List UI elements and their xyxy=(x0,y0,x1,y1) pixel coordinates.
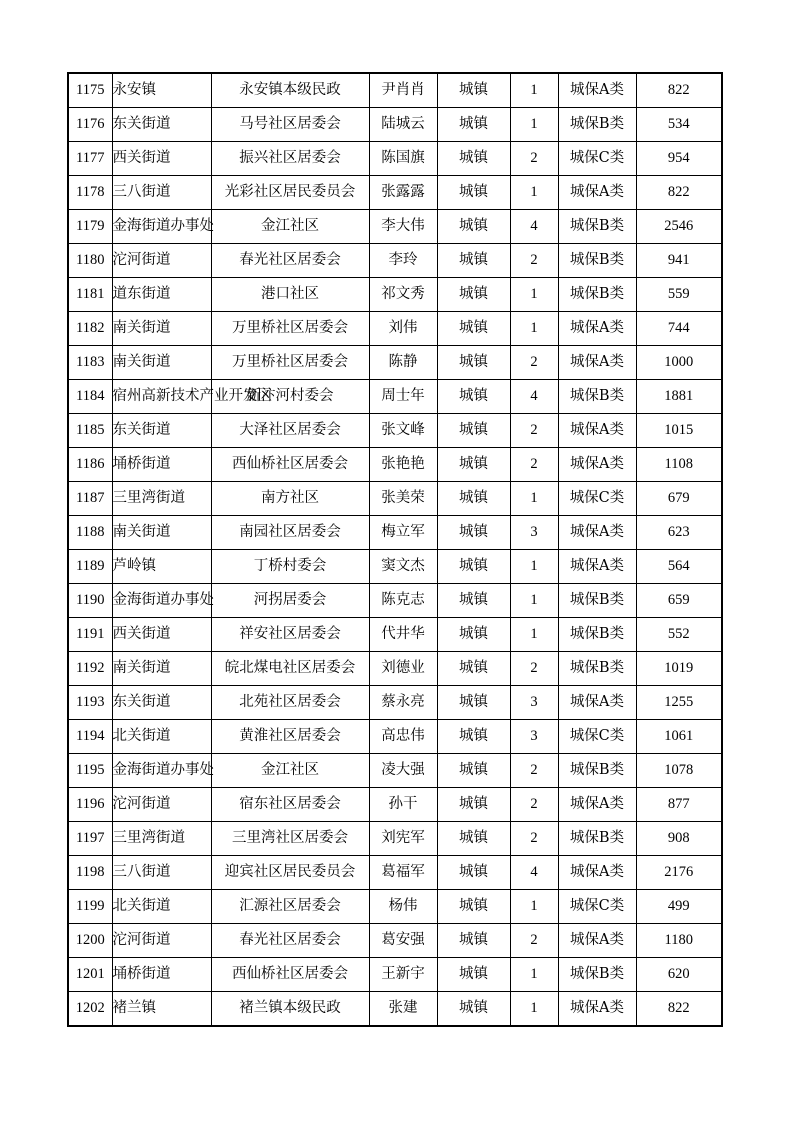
table-row xyxy=(68,720,722,754)
community-cell: 迎宾社区居民委员会 xyxy=(211,856,369,890)
amount-cell: 954 xyxy=(636,142,722,176)
recipient-name-cell: 王新宇 xyxy=(369,958,437,992)
community-cell: 永安镇本级民政 xyxy=(211,73,369,108)
community-cell: 马号社区居委会 xyxy=(211,108,369,142)
row-number-cell: 1184 xyxy=(68,380,112,414)
row-number-cell: 1180 xyxy=(68,244,112,278)
amount-cell: 1078 xyxy=(636,754,722,788)
assistance-category-cell: 城保A类 xyxy=(558,448,636,482)
row-number-cell: 1199 xyxy=(68,890,112,924)
township-cell: 西关街道 xyxy=(112,618,211,652)
assistance-category-cell: 城保B类 xyxy=(558,958,636,992)
assistance-category-cell: 城保B类 xyxy=(558,584,636,618)
community-cell: 万里桥社区居委会 xyxy=(211,312,369,346)
table-row xyxy=(68,890,722,924)
row-number-cell: 1175 xyxy=(68,73,112,108)
row-number-cell: 1194 xyxy=(68,720,112,754)
area-type-cell: 城镇 xyxy=(437,142,510,176)
township-cell: 北关街道 xyxy=(112,720,211,754)
area-type-cell: 城镇 xyxy=(437,890,510,924)
community-cell: 西仙桥社区居委会 xyxy=(211,448,369,482)
row-number-cell: 1178 xyxy=(68,176,112,210)
recipient-name-cell: 祁文秀 xyxy=(369,278,437,312)
area-type-cell: 城镇 xyxy=(437,482,510,516)
community-cell: 振兴社区居委会 xyxy=(211,142,369,176)
household-count-cell: 2 xyxy=(510,142,558,176)
community-cell: 三里湾社区居委会 xyxy=(211,822,369,856)
township-cell: 三里湾街道 xyxy=(112,822,211,856)
recipient-name-cell: 张艳艳 xyxy=(369,448,437,482)
community-cell: 大泽社区居委会 xyxy=(211,414,369,448)
township-cell: 三里湾街道 xyxy=(112,482,211,516)
community-cell: 南园社区居委会 xyxy=(211,516,369,550)
amount-cell: 564 xyxy=(636,550,722,584)
table-row xyxy=(68,73,722,108)
amount-cell: 1015 xyxy=(636,414,722,448)
table-row xyxy=(68,686,722,720)
table-row xyxy=(68,822,722,856)
township-cell: 南关街道 xyxy=(112,346,211,380)
table-row xyxy=(68,992,722,1027)
row-number-cell: 1190 xyxy=(68,584,112,618)
household-count-cell: 2 xyxy=(510,822,558,856)
table-row xyxy=(68,958,722,992)
area-type-cell: 城镇 xyxy=(437,448,510,482)
amount-cell: 822 xyxy=(636,176,722,210)
assistance-category-cell: 城保A类 xyxy=(558,550,636,584)
recipient-name-cell: 梅立军 xyxy=(369,516,437,550)
recipient-name-cell: 陈静 xyxy=(369,346,437,380)
area-type-cell: 城镇 xyxy=(437,380,510,414)
row-number-cell: 1186 xyxy=(68,448,112,482)
recipient-name-cell: 代井华 xyxy=(369,618,437,652)
amount-cell: 1108 xyxy=(636,448,722,482)
table-row xyxy=(68,142,722,176)
township-cell: 沱河街道 xyxy=(112,244,211,278)
amount-cell: 499 xyxy=(636,890,722,924)
community-cell: 河拐居委会 xyxy=(211,584,369,618)
community-cell: 黄淮社区居委会 xyxy=(211,720,369,754)
recipient-name-cell: 葛福军 xyxy=(369,856,437,890)
household-count-cell: 1 xyxy=(510,176,558,210)
area-type-cell: 城镇 xyxy=(437,176,510,210)
household-count-cell: 2 xyxy=(510,414,558,448)
community-cell: 港口社区 xyxy=(211,278,369,312)
amount-cell: 744 xyxy=(636,312,722,346)
area-type-cell: 城镇 xyxy=(437,788,510,822)
amount-cell: 552 xyxy=(636,618,722,652)
township-cell: 埇桥街道 xyxy=(112,448,211,482)
household-count-cell: 1 xyxy=(510,312,558,346)
recipient-name-cell: 张建 xyxy=(369,992,437,1027)
table-row xyxy=(68,924,722,958)
community-cell: 宿东社区居委会 xyxy=(211,788,369,822)
recipient-name-cell: 李大伟 xyxy=(369,210,437,244)
area-type-cell: 城镇 xyxy=(437,550,510,584)
row-number-cell: 1177 xyxy=(68,142,112,176)
area-type-cell: 城镇 xyxy=(437,414,510,448)
township-cell: 沱河街道 xyxy=(112,924,211,958)
community-cell: 祥安社区居委会 xyxy=(211,618,369,652)
amount-cell: 620 xyxy=(636,958,722,992)
township-cell: 埇桥街道 xyxy=(112,958,211,992)
relief-roster-table xyxy=(67,72,723,1027)
township-cell: 金海街道办事处 xyxy=(112,584,211,618)
table-row xyxy=(68,176,722,210)
amount-cell: 559 xyxy=(636,278,722,312)
row-number-cell: 1188 xyxy=(68,516,112,550)
table-row xyxy=(68,108,722,142)
row-number-cell: 1179 xyxy=(68,210,112,244)
amount-cell: 534 xyxy=(636,108,722,142)
area-type-cell: 城镇 xyxy=(437,516,510,550)
household-count-cell: 2 xyxy=(510,754,558,788)
household-count-cell: 4 xyxy=(510,210,558,244)
area-type-cell: 城镇 xyxy=(437,244,510,278)
community-cell: 褚兰镇本级民政 xyxy=(211,992,369,1027)
area-type-cell: 城镇 xyxy=(437,278,510,312)
assistance-category-cell: 城保B类 xyxy=(558,278,636,312)
amount-cell: 623 xyxy=(636,516,722,550)
township-cell: 东关街道 xyxy=(112,108,211,142)
assistance-category-cell: 城保C类 xyxy=(558,142,636,176)
area-type-cell: 城镇 xyxy=(437,992,510,1027)
amount-cell: 1019 xyxy=(636,652,722,686)
assistance-category-cell: 城保A类 xyxy=(558,788,636,822)
recipient-name-cell: 孙干 xyxy=(369,788,437,822)
row-number-cell: 1176 xyxy=(68,108,112,142)
assistance-category-cell: 城保A类 xyxy=(558,346,636,380)
row-number-cell: 1182 xyxy=(68,312,112,346)
assistance-category-cell: 城保B类 xyxy=(558,244,636,278)
row-number-cell: 1191 xyxy=(68,618,112,652)
household-count-cell: 2 xyxy=(510,788,558,822)
amount-cell: 2176 xyxy=(636,856,722,890)
recipient-name-cell: 高忠伟 xyxy=(369,720,437,754)
household-count-cell: 1 xyxy=(510,584,558,618)
community-cell: 春光社区居委会 xyxy=(211,924,369,958)
household-count-cell: 2 xyxy=(510,346,558,380)
row-number-cell: 1197 xyxy=(68,822,112,856)
amount-cell: 877 xyxy=(636,788,722,822)
area-type-cell: 城镇 xyxy=(437,924,510,958)
household-count-cell: 2 xyxy=(510,924,558,958)
household-count-cell: 1 xyxy=(510,550,558,584)
assistance-category-cell: 城保A类 xyxy=(558,414,636,448)
assistance-category-cell: 城保C类 xyxy=(558,720,636,754)
table-body xyxy=(68,73,722,1026)
assistance-category-cell: 城保B类 xyxy=(558,210,636,244)
township-cell: 三八街道 xyxy=(112,176,211,210)
household-count-cell: 3 xyxy=(510,720,558,754)
township-cell: 沱河街道 xyxy=(112,788,211,822)
assistance-category-cell: 城保B类 xyxy=(558,108,636,142)
community-cell: 春光社区居委会 xyxy=(211,244,369,278)
table-row xyxy=(68,380,722,414)
table-row xyxy=(68,210,722,244)
recipient-name-cell: 刘德业 xyxy=(369,652,437,686)
amount-cell: 679 xyxy=(636,482,722,516)
row-number-cell: 1183 xyxy=(68,346,112,380)
amount-cell: 941 xyxy=(636,244,722,278)
township-cell: 南关街道 xyxy=(112,312,211,346)
table-row xyxy=(68,482,722,516)
community-cell: 皖北煤电社区居委会 xyxy=(211,652,369,686)
household-count-cell: 1 xyxy=(510,108,558,142)
recipient-name-cell: 蔡永亮 xyxy=(369,686,437,720)
recipient-name-cell: 陈克志 xyxy=(369,584,437,618)
township-cell: 金海街道办事处 xyxy=(112,754,211,788)
household-count-cell: 1 xyxy=(510,958,558,992)
recipient-name-cell: 张美荣 xyxy=(369,482,437,516)
table-row xyxy=(68,584,722,618)
household-count-cell: 4 xyxy=(510,380,558,414)
row-number-cell: 1200 xyxy=(68,924,112,958)
township-cell: 金海街道办事处 xyxy=(112,210,211,244)
household-count-cell: 3 xyxy=(510,686,558,720)
assistance-category-cell: 城保B类 xyxy=(558,754,636,788)
assistance-category-cell: 城保A类 xyxy=(558,924,636,958)
recipient-name-cell: 陈国旗 xyxy=(369,142,437,176)
table-row xyxy=(68,856,722,890)
household-count-cell: 1 xyxy=(510,992,558,1027)
township-cell: 永安镇 xyxy=(112,73,211,108)
amount-cell: 659 xyxy=(636,584,722,618)
amount-cell: 1000 xyxy=(636,346,722,380)
table-row xyxy=(68,618,722,652)
assistance-category-cell: 城保B类 xyxy=(558,380,636,414)
row-number-cell: 1202 xyxy=(68,992,112,1027)
row-number-cell: 1185 xyxy=(68,414,112,448)
area-type-cell: 城镇 xyxy=(437,73,510,108)
table-row xyxy=(68,312,722,346)
area-type-cell: 城镇 xyxy=(437,312,510,346)
recipient-name-cell: 张文峰 xyxy=(369,414,437,448)
assistance-category-cell: 城保A类 xyxy=(558,856,636,890)
township-cell: 南关街道 xyxy=(112,652,211,686)
community-cell: 西仙桥社区居委会 xyxy=(211,958,369,992)
recipient-name-cell: 凌大强 xyxy=(369,754,437,788)
assistance-category-cell: 城保A类 xyxy=(558,992,636,1027)
amount-cell: 2546 xyxy=(636,210,722,244)
amount-cell: 1061 xyxy=(636,720,722,754)
amount-cell: 822 xyxy=(636,992,722,1027)
household-count-cell: 2 xyxy=(510,448,558,482)
area-type-cell: 城镇 xyxy=(437,754,510,788)
table-row xyxy=(68,448,722,482)
assistance-category-cell: 城保A类 xyxy=(558,516,636,550)
row-number-cell: 1195 xyxy=(68,754,112,788)
row-number-cell: 1198 xyxy=(68,856,112,890)
township-cell: 南关街道 xyxy=(112,516,211,550)
community-cell: 南方社区 xyxy=(211,482,369,516)
recipient-name-cell: 窦文杰 xyxy=(369,550,437,584)
recipient-name-cell: 李玲 xyxy=(369,244,437,278)
recipient-name-cell: 陆城云 xyxy=(369,108,437,142)
row-number-cell: 1201 xyxy=(68,958,112,992)
table-row xyxy=(68,550,722,584)
amount-cell: 1881 xyxy=(636,380,722,414)
community-cell: 北苑社区居委会 xyxy=(211,686,369,720)
table-row xyxy=(68,788,722,822)
amount-cell: 1255 xyxy=(636,686,722,720)
household-count-cell: 1 xyxy=(510,482,558,516)
township-cell: 西关街道 xyxy=(112,142,211,176)
household-count-cell: 3 xyxy=(510,516,558,550)
community-cell: 汇源社区居委会 xyxy=(211,890,369,924)
community-cell: 万里桥社区居委会 xyxy=(211,346,369,380)
area-type-cell: 城镇 xyxy=(437,856,510,890)
household-count-cell: 1 xyxy=(510,278,558,312)
community-cell: 新汴河村委会 xyxy=(211,380,369,414)
township-cell: 东关街道 xyxy=(112,686,211,720)
table-row xyxy=(68,754,722,788)
recipient-name-cell: 周士年 xyxy=(369,380,437,414)
assistance-category-cell: 城保A类 xyxy=(558,312,636,346)
recipient-name-cell: 尹肖肖 xyxy=(369,73,437,108)
row-number-cell: 1192 xyxy=(68,652,112,686)
area-type-cell: 城镇 xyxy=(437,822,510,856)
area-type-cell: 城镇 xyxy=(437,210,510,244)
area-type-cell: 城镇 xyxy=(437,584,510,618)
community-cell: 光彩社区居民委员会 xyxy=(211,176,369,210)
household-count-cell: 1 xyxy=(510,890,558,924)
table-row xyxy=(68,414,722,448)
assistance-category-cell: 城保B类 xyxy=(558,652,636,686)
township-cell: 三八街道 xyxy=(112,856,211,890)
household-count-cell: 1 xyxy=(510,73,558,108)
recipient-name-cell: 杨伟 xyxy=(369,890,437,924)
area-type-cell: 城镇 xyxy=(437,686,510,720)
row-number-cell: 1193 xyxy=(68,686,112,720)
recipient-name-cell: 葛安强 xyxy=(369,924,437,958)
table-row xyxy=(68,278,722,312)
area-type-cell: 城镇 xyxy=(437,346,510,380)
community-cell: 丁桥村委会 xyxy=(211,550,369,584)
amount-cell: 822 xyxy=(636,73,722,108)
household-count-cell: 4 xyxy=(510,856,558,890)
township-cell: 褚兰镇 xyxy=(112,992,211,1027)
area-type-cell: 城镇 xyxy=(437,652,510,686)
area-type-cell: 城镇 xyxy=(437,618,510,652)
area-type-cell: 城镇 xyxy=(437,720,510,754)
assistance-category-cell: 城保B类 xyxy=(558,618,636,652)
table-row xyxy=(68,244,722,278)
assistance-category-cell: 城保A类 xyxy=(558,176,636,210)
assistance-category-cell: 城保A类 xyxy=(558,73,636,108)
table-row xyxy=(68,346,722,380)
assistance-category-cell: 城保A类 xyxy=(558,686,636,720)
row-number-cell: 1189 xyxy=(68,550,112,584)
assistance-category-cell: 城保C类 xyxy=(558,482,636,516)
area-type-cell: 城镇 xyxy=(437,958,510,992)
area-type-cell: 城镇 xyxy=(437,108,510,142)
amount-cell: 908 xyxy=(636,822,722,856)
township-cell: 道东街道 xyxy=(112,278,211,312)
recipient-name-cell: 刘伟 xyxy=(369,312,437,346)
township-cell: 北关街道 xyxy=(112,890,211,924)
row-number-cell: 1187 xyxy=(68,482,112,516)
assistance-category-cell: 城保B类 xyxy=(558,822,636,856)
household-count-cell: 2 xyxy=(510,652,558,686)
household-count-cell: 2 xyxy=(510,244,558,278)
recipient-name-cell: 刘宪军 xyxy=(369,822,437,856)
row-number-cell: 1181 xyxy=(68,278,112,312)
community-cell: 金江社区 xyxy=(211,754,369,788)
township-cell: 东关街道 xyxy=(112,414,211,448)
township-cell: 芦岭镇 xyxy=(112,550,211,584)
recipient-name-cell: 张露露 xyxy=(369,176,437,210)
household-count-cell: 1 xyxy=(510,618,558,652)
township-cell: 宿州高新技术产业开发区 xyxy=(112,380,211,414)
row-number-cell: 1196 xyxy=(68,788,112,822)
assistance-category-cell: 城保C类 xyxy=(558,890,636,924)
table-row xyxy=(68,652,722,686)
community-cell: 金江社区 xyxy=(211,210,369,244)
amount-cell: 1180 xyxy=(636,924,722,958)
table-row xyxy=(68,516,722,550)
